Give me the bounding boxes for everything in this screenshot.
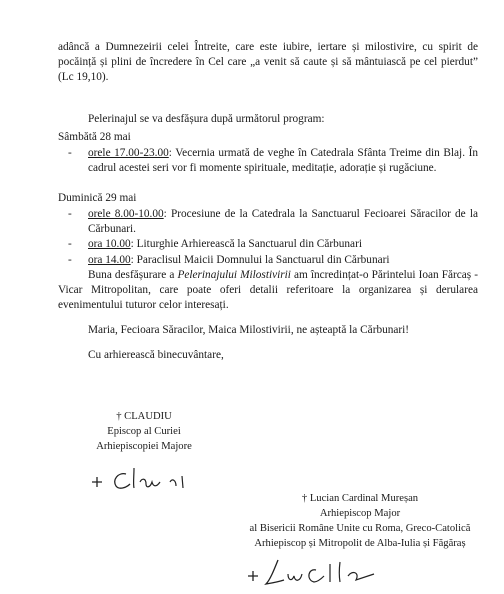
program-item-sunday-2 (68, 237, 478, 252)
bullet: - (68, 238, 72, 250)
intro-paragraph (58, 40, 478, 85)
invitation-paragraph (58, 323, 478, 338)
program-time: ora 14.00 (88, 254, 131, 266)
bullet: - (68, 254, 72, 266)
signature-block-lucian (249, 491, 471, 551)
paragraph-text: am încredințat-o Părintelui Ioan Fărcaș - Vicar Mitropolitan, care poate oferi detalii referitoare la organizarea și derularea evenimentului tuturor celor interesați. (58, 269, 478, 311)
blessing-paragraph (58, 348, 478, 363)
invitation-text: Maria, Fecioara Săracilor, Maica Milostivirii, ne așteaptă la Cărbunari! (88, 324, 410, 336)
program-item-saturday-1 (68, 146, 478, 176)
bullet: - (68, 208, 72, 220)
program-time: ora 10.00 (88, 238, 131, 250)
intro-text: adâncă a Dumnezeirii celei Întreite, care este iubire, iertare și milostivire, cu spirit de pocăință și plini de încredere în Cel care „a venit să caute și să mântuiască pe cel pierdut” (Lc 19,10). (58, 41, 478, 83)
signatory-title: Arhiepiscop și Mitropolit de Alba-Iulia și Făgăraș (254, 538, 466, 549)
day-label-saturday: Sâmbătă 28 mai (58, 131, 131, 143)
program-time: orele 17.00-23.00 (88, 147, 169, 159)
signatory-title: Arhiepiscop Major (319, 508, 401, 519)
program-item-sunday-1 (68, 207, 478, 237)
blessing-text: Cu arhierească binecuvântare, (88, 349, 224, 361)
signatory-title: al Bisericii Române Unite cu Roma, Greco-Catolică (249, 523, 471, 534)
paragraph-text: Buna desfășurare a (88, 269, 178, 281)
day-label-sunday: Duminică 29 mai (58, 192, 137, 204)
program-intro: Pelerinajul se va desfășura după următorul program: (88, 113, 325, 125)
program-description: : Procesiune de la Catedrala la Sanctuarul Fecioarei Săracilor de la Cărbunari. (88, 208, 478, 235)
bullet: - (68, 147, 72, 159)
signatory-name: † Lucian Cardinal Mureșan (301, 493, 419, 504)
program-description: : Paraclisul Maicii Domnului la Sanctuarul din Cărbunari (130, 254, 390, 266)
signatory-title: Arhiepiscopiei Majore (96, 441, 192, 452)
signature-block-claudiu (88, 409, 200, 454)
organization-paragraph (58, 268, 478, 313)
handwritten-signature-claudiu (86, 462, 196, 496)
handwritten-signature-lucian (244, 556, 394, 590)
program-time: orele 8.00-10.00 (88, 208, 164, 220)
program-description: : Liturghie Arhierească la Sanctuarul din Cărbunari (130, 238, 362, 250)
signatory-title: Episcop al Curiei (107, 426, 181, 437)
pilgrimage-name: Pelerinajului Milostivirii (177, 269, 291, 281)
signatory-name: † CLAUDIU (116, 411, 172, 422)
program-description: : Vecernia urmată de veghe în Catedrala Sfânta Treime din Blaj. În cadrul acestei seri vor fi momente spirituale, meditație, adorație și rugăciune. (88, 147, 479, 174)
program-item-sunday-3 (68, 253, 478, 268)
